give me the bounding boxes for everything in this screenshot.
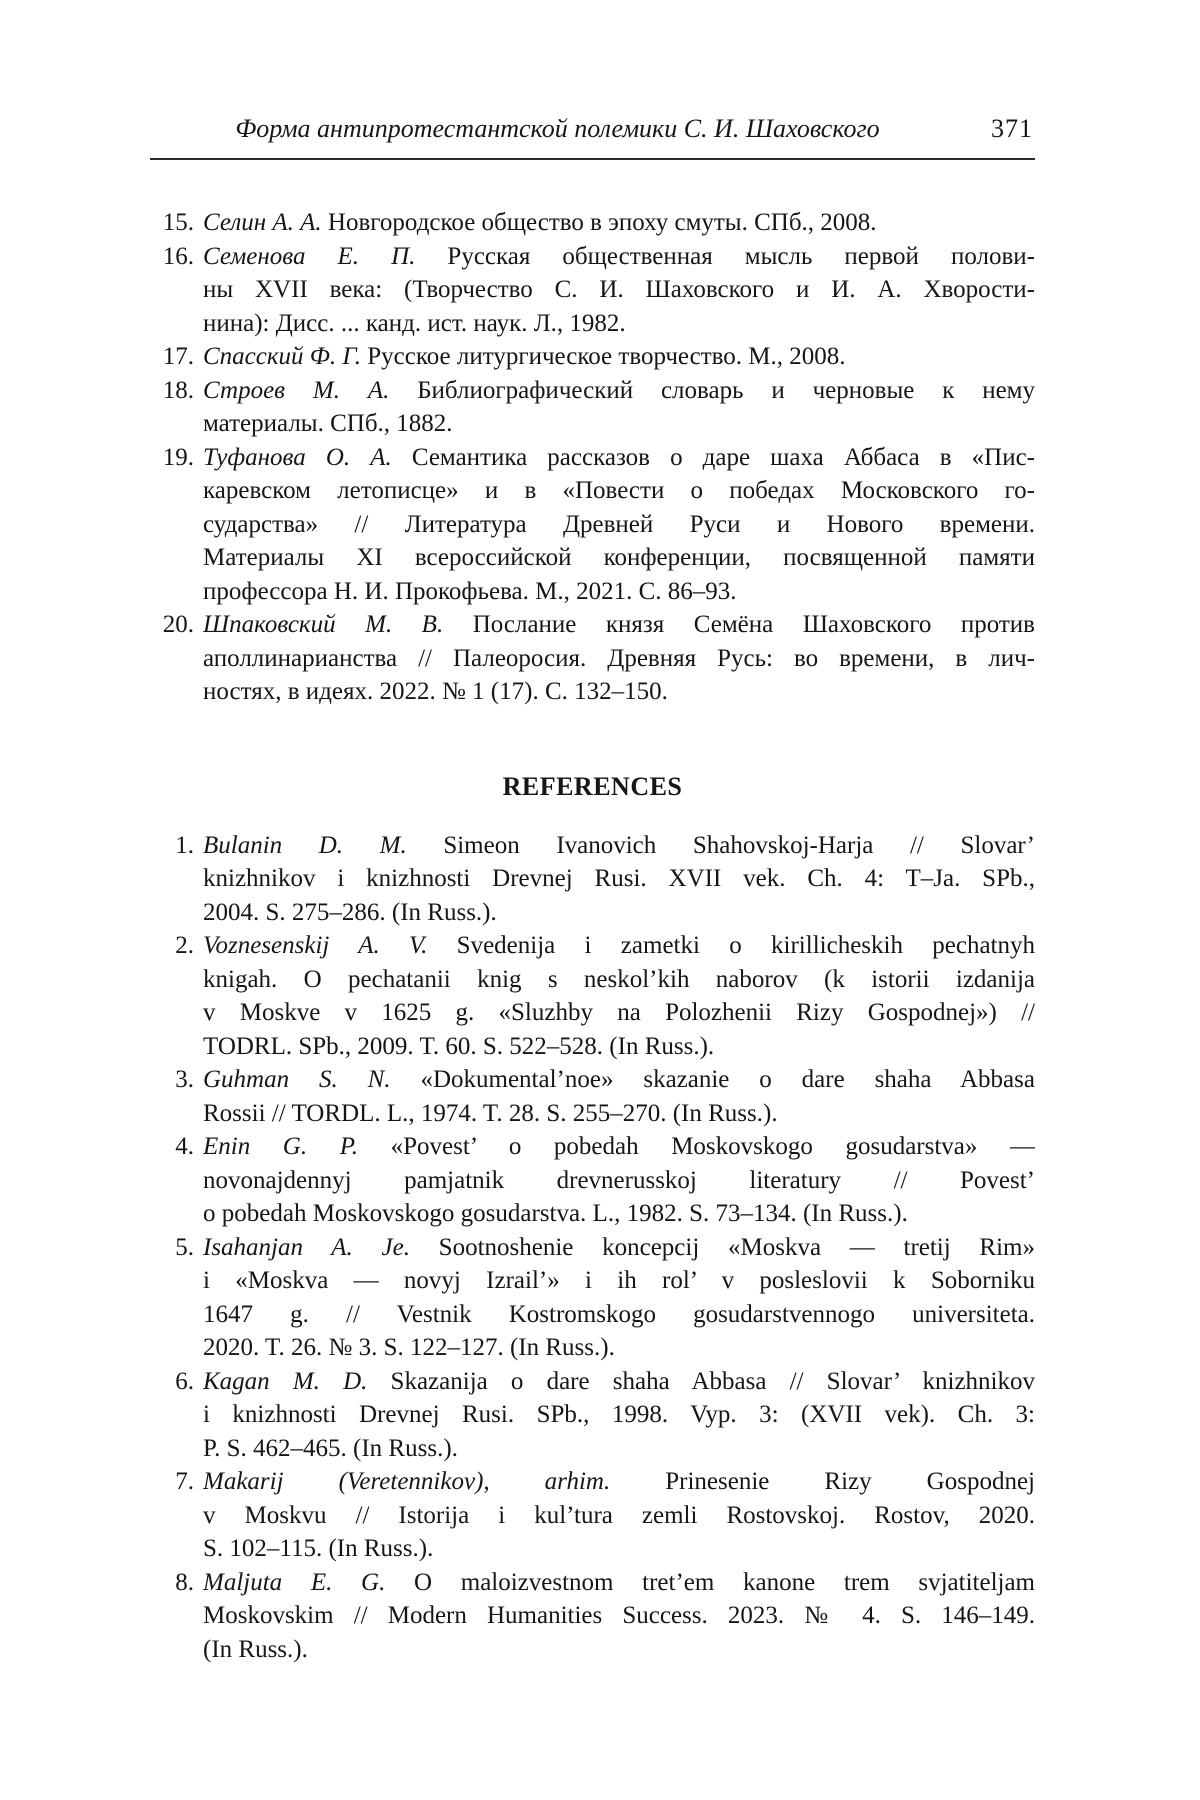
item-author: Спасский Ф. Г. (203, 343, 362, 370)
item-author: Строев М. А. (203, 376, 390, 404)
item-line: S. 102–115. (In Russ.). (203, 1535, 434, 1562)
item-line: профессора Н. И. Прокофьева. М., 2021. С. 86–93. (203, 577, 737, 605)
item-line: P. S. 462–465. (In Russ.). (203, 1434, 458, 1462)
item-line: Селин А. А. Новгородское общество в эпоху смуты. СПб., 2008. (203, 209, 877, 236)
item-line: Voznesenskij A. V. Svedenija i zametki o kirillicheskih pechatnyh (203, 932, 1035, 959)
page-number: 371 (991, 114, 1033, 143)
item-line: i «Moskva — novyj Izrail’» i ih rol’ v posleslovii k Soborniku (203, 1267, 1035, 1294)
reference-item (150, 1130, 1035, 1231)
item-line: novonajdennyj pamjatnik drevnerusskoj literatury // Povest’ (203, 1166, 1035, 1194)
item-number: 19. (162, 443, 194, 471)
item-number: 16. (162, 242, 194, 270)
running-head-title: Форма антипротестантской полемики С. И. Шаховского (235, 114, 880, 143)
reference-item (150, 1365, 1035, 1466)
item-line: knigah. O pechatanii knig s neskol’kih naborov (k istorii izdanija (203, 965, 1035, 993)
item-number: 6. (175, 1367, 194, 1395)
item-text (203, 441, 1035, 609)
item-author: Туфанова О. А. (203, 443, 392, 471)
item-author: Enin G. P. (203, 1133, 358, 1160)
item-text (203, 1130, 1035, 1231)
item-line: 1647 g. // Vestnik Kostromskogo gosudarstvennogo universiteta. (203, 1300, 1035, 1328)
item-number: 18. (162, 376, 194, 404)
item-text (203, 1365, 1035, 1466)
item-text (203, 829, 1035, 930)
reference-item (150, 240, 1035, 341)
bibliography-list-russian (150, 206, 1035, 709)
item-author: Kagan M. D. (203, 1367, 368, 1395)
item-line: Guhman S. N. «Dokumental’noe» skazanie o dare shaha Abbasa (203, 1066, 1035, 1093)
item-text (203, 206, 1035, 240)
item-author: Семенова Е. П. (203, 242, 416, 270)
reference-item (150, 374, 1035, 441)
item-text (203, 1063, 1035, 1130)
item-number: 20. (162, 611, 194, 638)
reference-item (150, 1231, 1035, 1365)
reference-item (150, 1566, 1035, 1667)
references-heading: REFERENCES (502, 771, 683, 801)
item-author: Isahanjan A. Je. (203, 1233, 410, 1261)
item-author: Maljuta E. G. (203, 1568, 386, 1596)
item-text (203, 340, 1035, 374)
reference-item (150, 441, 1035, 609)
item-author: Селин А. А. (203, 209, 322, 236)
item-line: Kagan M. D. Skazanija o dare shaha Abbasa // Slovar’ knizhnikov (203, 1367, 1035, 1395)
reference-item (150, 929, 1035, 1063)
item-text (203, 929, 1035, 1063)
item-line: Rossii // TORDL. L., 1974. T. 28. S. 255–270. (In Russ.). (203, 1099, 778, 1127)
item-line: (In Russ.). (203, 1635, 308, 1663)
item-text (203, 608, 1035, 709)
item-line: Туфанова О. А. Семантика рассказов о даре шаха Аббаса в «Пис- (203, 443, 1035, 471)
item-author: Шпаковский М. В. (203, 611, 444, 638)
reference-item (150, 206, 1035, 240)
item-number: 1. (175, 831, 194, 859)
item-line: TODRL. SPb., 2009. T. 60. S. 522–528. (In Russ.). (203, 1032, 715, 1060)
item-number: 3. (175, 1066, 194, 1093)
reference-item (150, 829, 1035, 930)
reference-item (150, 340, 1035, 374)
reference-item (150, 608, 1035, 709)
item-line: каревском летописце» и в «Повести о победах Московского го- (203, 477, 1035, 504)
item-text (203, 1465, 1035, 1566)
references-list-transliterated (150, 829, 1035, 1667)
item-line: ны XVII века: (Творчество С. И. Шаховского и И. А. Хворости- (203, 276, 1035, 303)
item-text (203, 1566, 1035, 1667)
item-line: аполлинарианства // Палеоросия. Древняя Русь: во времени, в лич- (203, 644, 1035, 672)
item-line: Спасский Ф. Г. Русское литургическое творчество. М., 2008. (203, 343, 846, 370)
item-line: Makarij (Veretennikov), arhim. Prinesenie Rizy Gospodnej (203, 1468, 1035, 1495)
item-line: Bulanin D. M. Simeon Ivanovich Shahovskoj-Harja // Slovar’ (203, 831, 1035, 859)
item-text (203, 1231, 1035, 1365)
item-text (203, 240, 1035, 341)
item-line: материалы. СПб., 1882. (203, 410, 453, 437)
item-number: 7. (175, 1468, 194, 1495)
item-line: i knizhnosti Drevnej Rusi. SPb., 1998. Vyp. 3: (XVII vek). Ch. 3: (203, 1401, 1035, 1428)
item-line: ностях, в идеях. 2022. № 1 (17). С. 132–150. (203, 678, 668, 705)
item-line: Строев М. А. Библиографический словарь и черновые к нему (203, 376, 1035, 404)
item-line: Шпаковский М. В. Послание князя Семёна Шаховского против (203, 611, 1035, 638)
item-line: Moskovskim // Modern Humanities Success. 2023. № 4. S. 146–149. (203, 1602, 1035, 1629)
reference-item (150, 1063, 1035, 1130)
item-line: o pobedah Moskovskogo gosudarstva. L., 1982. S. 73–134. (In Russ.). (203, 1200, 908, 1227)
item-number: 4. (175, 1133, 194, 1160)
item-line: 2020. T. 26. № 3. S. 122–127. (In Russ.). (203, 1334, 615, 1361)
item-author: Bulanin D. M. (203, 831, 407, 859)
item-line: Isahanjan A. Je. Sootnoshenie koncepcij «Moskva — tretij Rim» (203, 1233, 1035, 1261)
item-line: нина): Дисс. ... канд. ист. наук. Л., 1982. (203, 309, 626, 337)
item-author: Voznesenskij A. V. (203, 932, 428, 959)
item-line: сударства» // Литература Древней Руси и Нового времени. (203, 510, 1035, 538)
item-number: 17. (162, 343, 194, 370)
item-line: v Moskvu // Istorija i kul’tura zemli Rostovskoj. Rostov, 2020. (203, 1501, 1035, 1529)
item-number: 2. (175, 932, 194, 959)
item-author: Makarij (Veretennikov), arhim. (203, 1468, 611, 1495)
item-number: 8. (175, 1568, 194, 1596)
item-line: Семенова Е. П. Русская общественная мысль первой полови- (203, 242, 1035, 270)
item-author: Guhman S. N. (203, 1066, 391, 1093)
item-line: Maljuta E. G. O maloizvestnom tret’em kanone trem svjatiteljam (203, 1568, 1035, 1596)
item-line: 2004. S. 275–286. (In Russ.). (203, 898, 497, 926)
running-head (150, 112, 1035, 160)
reference-item (150, 1465, 1035, 1566)
item-line: Enin G. P. «Povest’ o pobedah Moskovskogo gosudarstva» — (203, 1133, 1035, 1160)
item-number: 5. (175, 1233, 194, 1261)
item-number: 15. (162, 209, 194, 236)
item-line: Материалы XI всероссийской конференции, посвященной памяти (203, 544, 1035, 571)
item-text (203, 374, 1035, 441)
item-line: knizhnikov i knizhnosti Drevnej Rusi. XVII vek. Ch. 4: T–Ja. SPb., (203, 865, 1035, 892)
item-line: v Moskve v 1625 g. «Sluzhby na Polozhenii Rizy Gospodnej») // (203, 999, 1035, 1026)
text-block (150, 112, 1035, 1666)
